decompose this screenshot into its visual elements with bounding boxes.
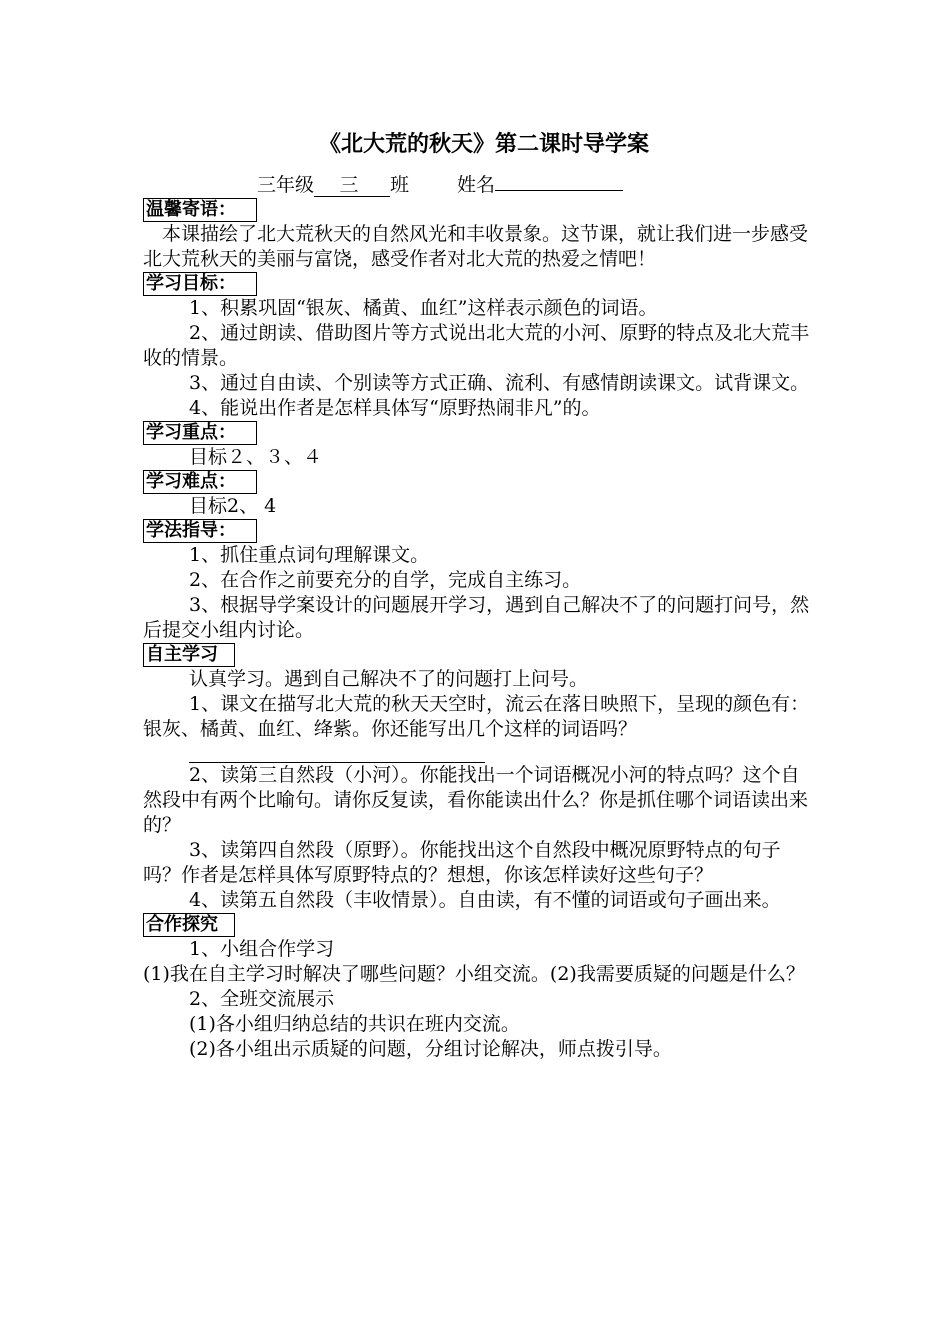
self-study-item: 2、读第三自然段（小河）。你能找出一个词语概况小河的特点吗？这个自然段中有两个比喻句。请你反复读，看你能读出什么？你是抓住哪个词语读出来的？ (143, 764, 809, 836)
difficulties-heading: 学习难点： (143, 470, 257, 494)
class-suffix: 班 (390, 174, 410, 196)
method-item: 2、在合作之前要充分的自学，完成自主练习。 (189, 569, 582, 591)
goal-item: 1、积累巩固“银灰、橘黄、血红”这样表示颜色的词语。 (189, 297, 658, 319)
goal-item: 3、通过自由读、个别读等方式正确、流利、有感情朗读课文。试背课文。 (189, 372, 810, 394)
goal-item: 2、通过朗读、借助图片等方式说出北大荒的小河、原野的特点及北大荒丰收的情景。 (143, 322, 810, 369)
name-field[interactable] (495, 190, 623, 191)
cooperation-heading: 合作探究 (143, 913, 235, 937)
class-blank (360, 174, 390, 197)
grade-blank (314, 174, 338, 197)
key-points-section (143, 421, 811, 470)
document-page (143, 130, 811, 1062)
method-heading: 学法指导： (143, 519, 257, 543)
cooperation-item: 1、小组合作学习 (189, 938, 335, 960)
cooperation-item-detail: (1)我在自主学习时解决了哪些问题？小组交流。(2)我需要质疑的问题是什么？ (143, 963, 805, 985)
greeting-heading: 温馨寄语： (143, 198, 257, 222)
goals-section (143, 272, 811, 421)
cooperation-item: 2、全班交流展示 (189, 988, 335, 1010)
self-study-item: 3、读第四自然段（原野）。你能找出这个自然段中概况原野特点的句子吗？作者是怎样具体写原野特点的？想想，你该怎样读好这些句子？ (143, 839, 781, 886)
self-study-intro: 认真学习。遇到自己解决不了的问题打上问号。 (189, 668, 589, 690)
goals-heading: 学习目标： (143, 272, 257, 296)
page-title: 《北大荒的秋天》第二课时导学案 (318, 132, 649, 157)
key-points-text: 目标２、３、４ (189, 446, 323, 468)
name-label: 姓名 (457, 174, 496, 196)
answer-blank-line[interactable] (189, 742, 485, 763)
self-study-item: 4、读第五自然段（丰收情景）。自由读，有不懂的词语或句子画出来。 (189, 889, 781, 911)
class-info-line (143, 172, 811, 198)
method-item: 1、抓住重点词句理解课文。 (189, 544, 430, 566)
cooperation-subitem: (1)各小组归纳总结的共识在班内交流。 (189, 1013, 520, 1035)
difficulties-text: 目标2、 4 (189, 495, 277, 517)
greeting-text: 本课描绘了北大荒秋天的自然风光和丰收景象。这节课，就让我们进一步感受北大荒秋天的美丽与富饶，感受作者对北大荒的热爱之情吧！ (143, 223, 809, 270)
method-item: 3、根据导学案设计的问题展开学习，遇到自己解决不了的问题打问号，然后提交小组内讨论。 (143, 594, 810, 641)
difficulties-section (143, 470, 811, 519)
class-number: 三 (339, 174, 359, 196)
cooperation-subitem: (2)各小组出示质疑的问题，分组讨论解决，师点拨引导。 (189, 1038, 672, 1060)
grade-label: 三年级 (257, 174, 315, 196)
method-section (143, 519, 811, 643)
cooperation-section (143, 913, 811, 1062)
key-points-heading: 学习重点： (143, 421, 257, 445)
self-study-section (143, 643, 811, 913)
goal-item: 4、能说出作者是怎样具体写“原野热闹非凡”的。 (189, 397, 601, 419)
self-study-item: 1、课文在描写北大荒的秋天天空时，流云在落日映照下，呈现的颜色有：银灰、橘黄、血红、绛紫。你还能写出几个这样的词语吗？ (143, 693, 810, 740)
self-study-heading: 自主学习 (143, 643, 235, 667)
greeting-section (143, 198, 811, 272)
